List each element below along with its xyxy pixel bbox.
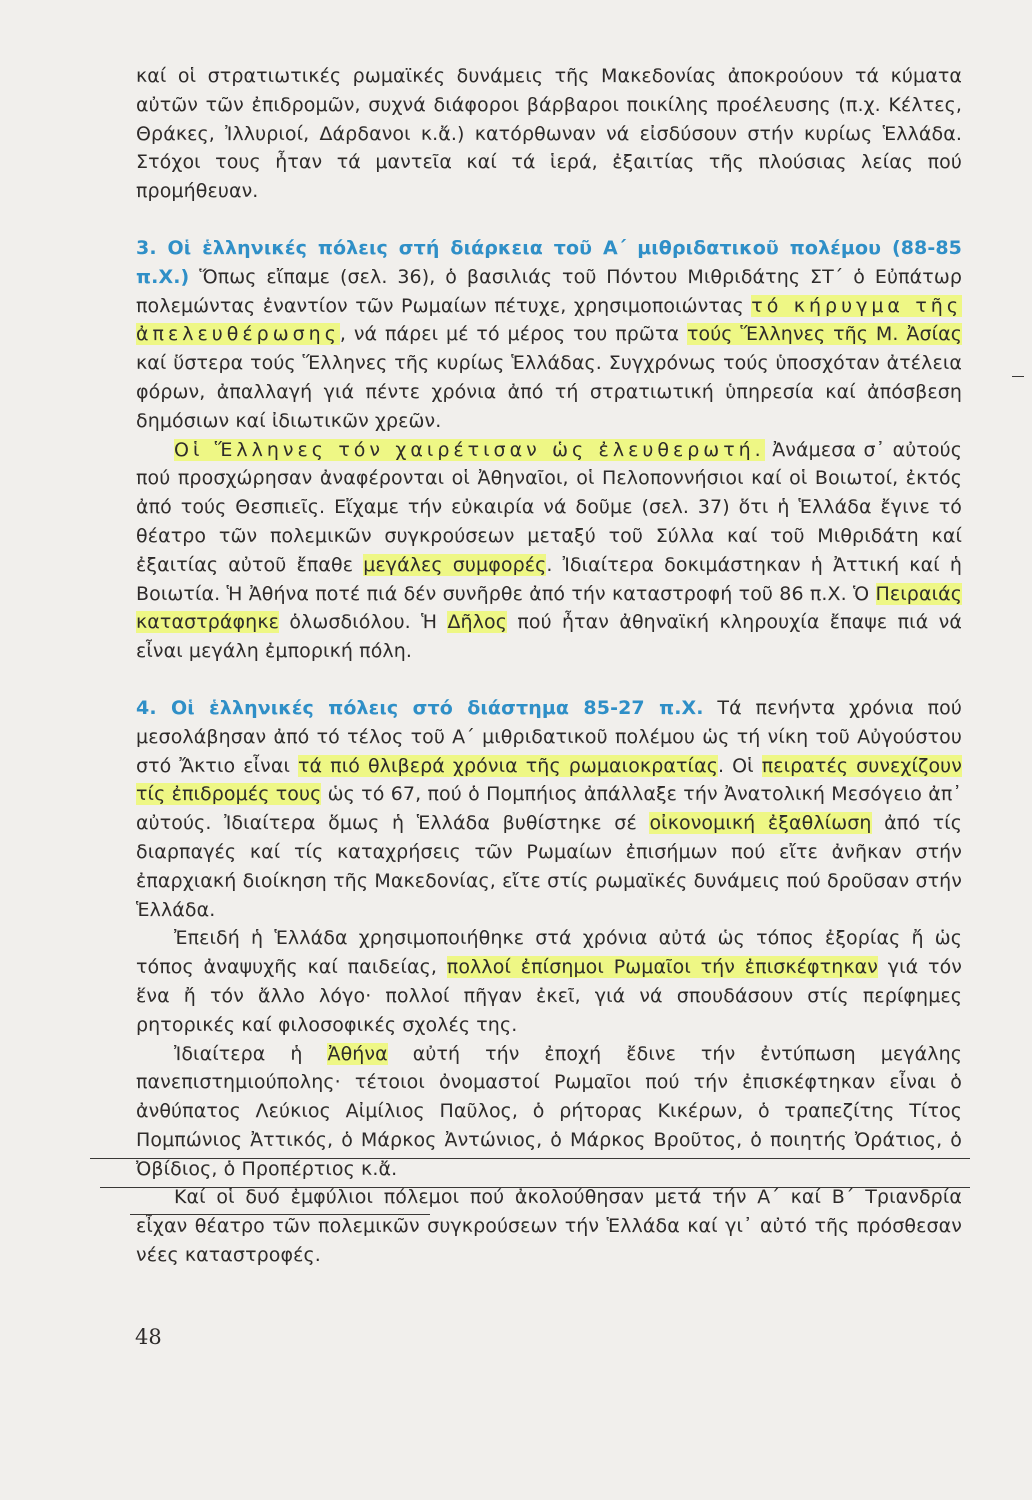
handwritten-underline: [130, 1214, 430, 1215]
section-3: 3. Οἱ ἑλληνικές πόλεις στή διάρκεια τοῦ Α΄ μιθριδατικοῦ πολέμου (88-85 π.Χ.) Ὅπως εἴπαμε (σελ. 36), ὁ βασιλιάς τοῦ Πόντου Μιθριδάτης ΣΤ΄ ὁ Εὐπάτωρ πολεμώντας ἐναντίον τῶν Ρωμαίων πέτυχε, χρησιμοποιώντας τό κήρυγμα τῆς ἀπελευθέρωσης, νά πάρει μέ τό μέρος του πρῶτα τούς Ἕλληνες τῆς Μ. Ἀσίας καί ὕστερα τούς Ἕλληνες τῆς κυρίως Ἑλλάδας. Συγχρόνως τούς ὑποσχόταν ἀτέλεια φόρων, ἀπαλλαγή γιά πέντε χρόνια ἀπό τή στρατιωτική ὑπηρεσία καί ἀπόσβεση δημόσιων καί ἰδιωτικῶν χρεῶν.: [136, 236, 962, 432]
page-number: 48: [135, 1325, 162, 1349]
section-4: 4. Οἱ ἑλληνικές πόλεις στό διάστημα 85-27 π.Χ. Τά πενήντα χρόνια πού μεσολάβησαν ἀπό τό τέλος τοῦ Α΄ μιθριδατικοῦ πολέμου ὡς τή νίκη τοῦ Αὐγούστου στό Ἄκτιο εἶναι τά πιό θλιβερά χρόνια τῆς ρωμαιοκρατίας. Οἱ πειρατές συνεχίζουν τίς ἐπιδρομές τους ὡς τό 67, πού ὁ Πομπήιος ἀπάλλαξε τήν Ἀνατολική Μεσόγειο ἀπ᾽ αὐτούς. Ἰδιαίτερα ὅμως ἡ Ἑλλάδα βυθίστηκε σέ οἰκονομική ἐξαθλίωση ἀπό τίς διαρπαγές καί τίς καταχρήσεις τῶν Ρωμαίων ἐπισήμων πού εἴτε ἀνῆκαν στήν ἐπαρχιακή διοίκηση τῆς Μακεδονίας, εἴτε στίς ρωμαϊκές δυνάμεις πού δροῦσαν στήν Ἑλλάδα.: [136, 696, 962, 921]
highlight-athens: Ἀθήνα: [327, 1042, 388, 1065]
margin-pen-mark: [1012, 376, 1024, 377]
section-3-heading: 3. Οἱ ἑλληνικές πόλεις στή διάρκεια τοῦ Α΄ μιθριδατικοῦ πολέμου (88-85 π.Χ.): [136, 236, 962, 288]
handwritten-underline: [90, 1158, 970, 1159]
highlight-greeks-asia: τούς Ἕλληνες τῆς Μ. Ἀσίας: [686, 323, 962, 346]
section-3-paragraph-2: Οἱ Ἕλληνες τόν χαιρέτισαν ὡς ἐλευθερωτή. Ἀνάμεσα σ᾽ αὐτούς πού προσχώρησαν ἀναφέρονται οἱ Ἀθηναῖοι, οἱ Πελοποννήσιοι καί οἱ Βοιωτοί, ἐκτός ἀπό τούς Θεσπιεῖς. Εἴχαμε τήν εὐκαιρία νά δοῦμε (σελ. 37) ὅτι ἡ Ἑλλάδα ἔγινε τό θέατρο τῶν πολεμικῶν συγκρούσεων μεταξύ τοῦ Σύλλα καί τοῦ Μιθριδάτη καί ἐξαιτίας αὐτοῦ ἔπαθε μεγάλες συμφορές. Ἰδιαίτερα δοκιμάστηκαν ἡ Ἀττική καί ἡ Βοιωτία. Ἡ Ἀθήνα ποτέ πιά δέν συνῆρθε ἀπό τήν καταστροφή τοῦ 86 π.Χ. Ὁ Πειραιάς καταστράφηκε ὁλωσδιόλου. Ἡ Δῆλος πού ἦταν ἀθηναϊκή κληρουχία ἔπαψε πιά νά εἶναι μεγάλη ἐμπορική πόλη.: [136, 438, 963, 663]
highlight-piraeus: Πειραιάς καταστράφηκε: [136, 582, 962, 634]
highlight-bleak-years: τά πιό θλιβερά χρόνια τῆς ρωμαιοκρατίας: [297, 754, 718, 777]
section-4-paragraph-3: Ἰδιαίτερα ἡ Ἀθήνα αὐτή τήν ἐποχή ἔδινε τήν ἐντύπωση μεγάλης πανεπιστημιούπολης· τέτοιοι ὀνομαστοί Ρωμαῖοι πού τήν ἐπισκέφτηκαν εἶναι ὁ ἀνθύπατος Λεύκιος Αἰμίλιος Παῦλος, ὁ ρήτορας Κικέρων, ὁ τραπεζίτης Τίτος Πομπώνιος Ἀττικός, ὁ Μάρκος Ἀντώνιος, ὁ Μάρκος Βροῦτος, ὁ ποιητής Ὀράτιος, ὁ Ὀβίδιος, ὁ Προπέρτιος κ.ἄ.: [136, 1042, 962, 1180]
highlight-roman-visitors: πολλοί ἐπίσημοι Ρωμαῖοι τήν ἐπισκέφτηκαν: [446, 956, 878, 979]
highlight-delos: Δῆλος: [447, 611, 507, 634]
highlight-economic-misery: οἰκονομική ἐξαθλίωση: [649, 812, 872, 835]
highlight-misfortunes: μεγάλες συμφορές: [363, 553, 547, 576]
highlight-kerygma: τό κήρυγμα τῆς ἀπελευθέρωσης: [136, 294, 962, 346]
section-4-heading: 4. Οἱ ἑλληνικές πόλεις στό διάστημα 85-27 π.Χ.: [136, 696, 704, 719]
section-4-paragraph-4: Καί οἱ δυό ἐμφύλιοι πόλεμοι πού ἀκολούθησαν μετά τήν Α΄ καί Β΄ Τριανδρία εἶχαν θέατρο τῶν πολεμικῶν συγκρούσεων τήν Ἑλλάδα καί γι᾽ αὐτό τῆς πρόσθεσαν νέες καταστροφές.: [136, 1186, 962, 1267]
highlight-pirates: πειρατές συνεχίζουν τίς ἐπιδρομές τους: [136, 754, 962, 806]
highlight-liberator: Οἱ Ἕλληνες τόν χαιρέτισαν ὡς ἐλευθερωτή.: [174, 438, 765, 461]
handwritten-underline: [100, 1187, 970, 1188]
section-4-paragraph-2: Ἐπειδή ἡ Ἑλλάδα χρησιμοποιήθηκε στά χρόνια αὐτά ὡς τόπος ἐξορίας ἤ ὡς τόπος ἀναψυχῆς καί παιδείας, πολλοί ἐπίσημοι Ρωμαῖοι τήν ἐπισκέφτηκαν γιά τόν ἕνα ἤ τόν ἄλλο λόγο· πολλοί πῆγαν ἐκεῖ, γιά νά σπουδάσουν στίς περίφημες ρητορικές καί φιλοσοφικές σχολές της.: [136, 927, 963, 1036]
page-text: [136, 62, 962, 1270]
paragraph-1: καί οἱ στρατιωτικές ρωμαϊκές δυνάμεις τῆς Μακεδονίας ἀποκρούουν τά κύματα αὐτῶν τῶν ἐπιδρομῶν, συχνά διάφοροι βάρβαροι ποικίλης προέλευσης (π.χ. Κέλτες, Θράκες, Ἰλλυριοί, Δάρδανοι κ.ἄ.) κατόρθωναν νά εἰσδύσουν στήν κυρίως Ἑλλάδα. Στόχοι τους ἦταν τά μαντεῖα καί τά ἱερά, ἐξαιτίας τῆς πλούσιας λείας πού προμήθευαν.: [136, 65, 962, 203]
